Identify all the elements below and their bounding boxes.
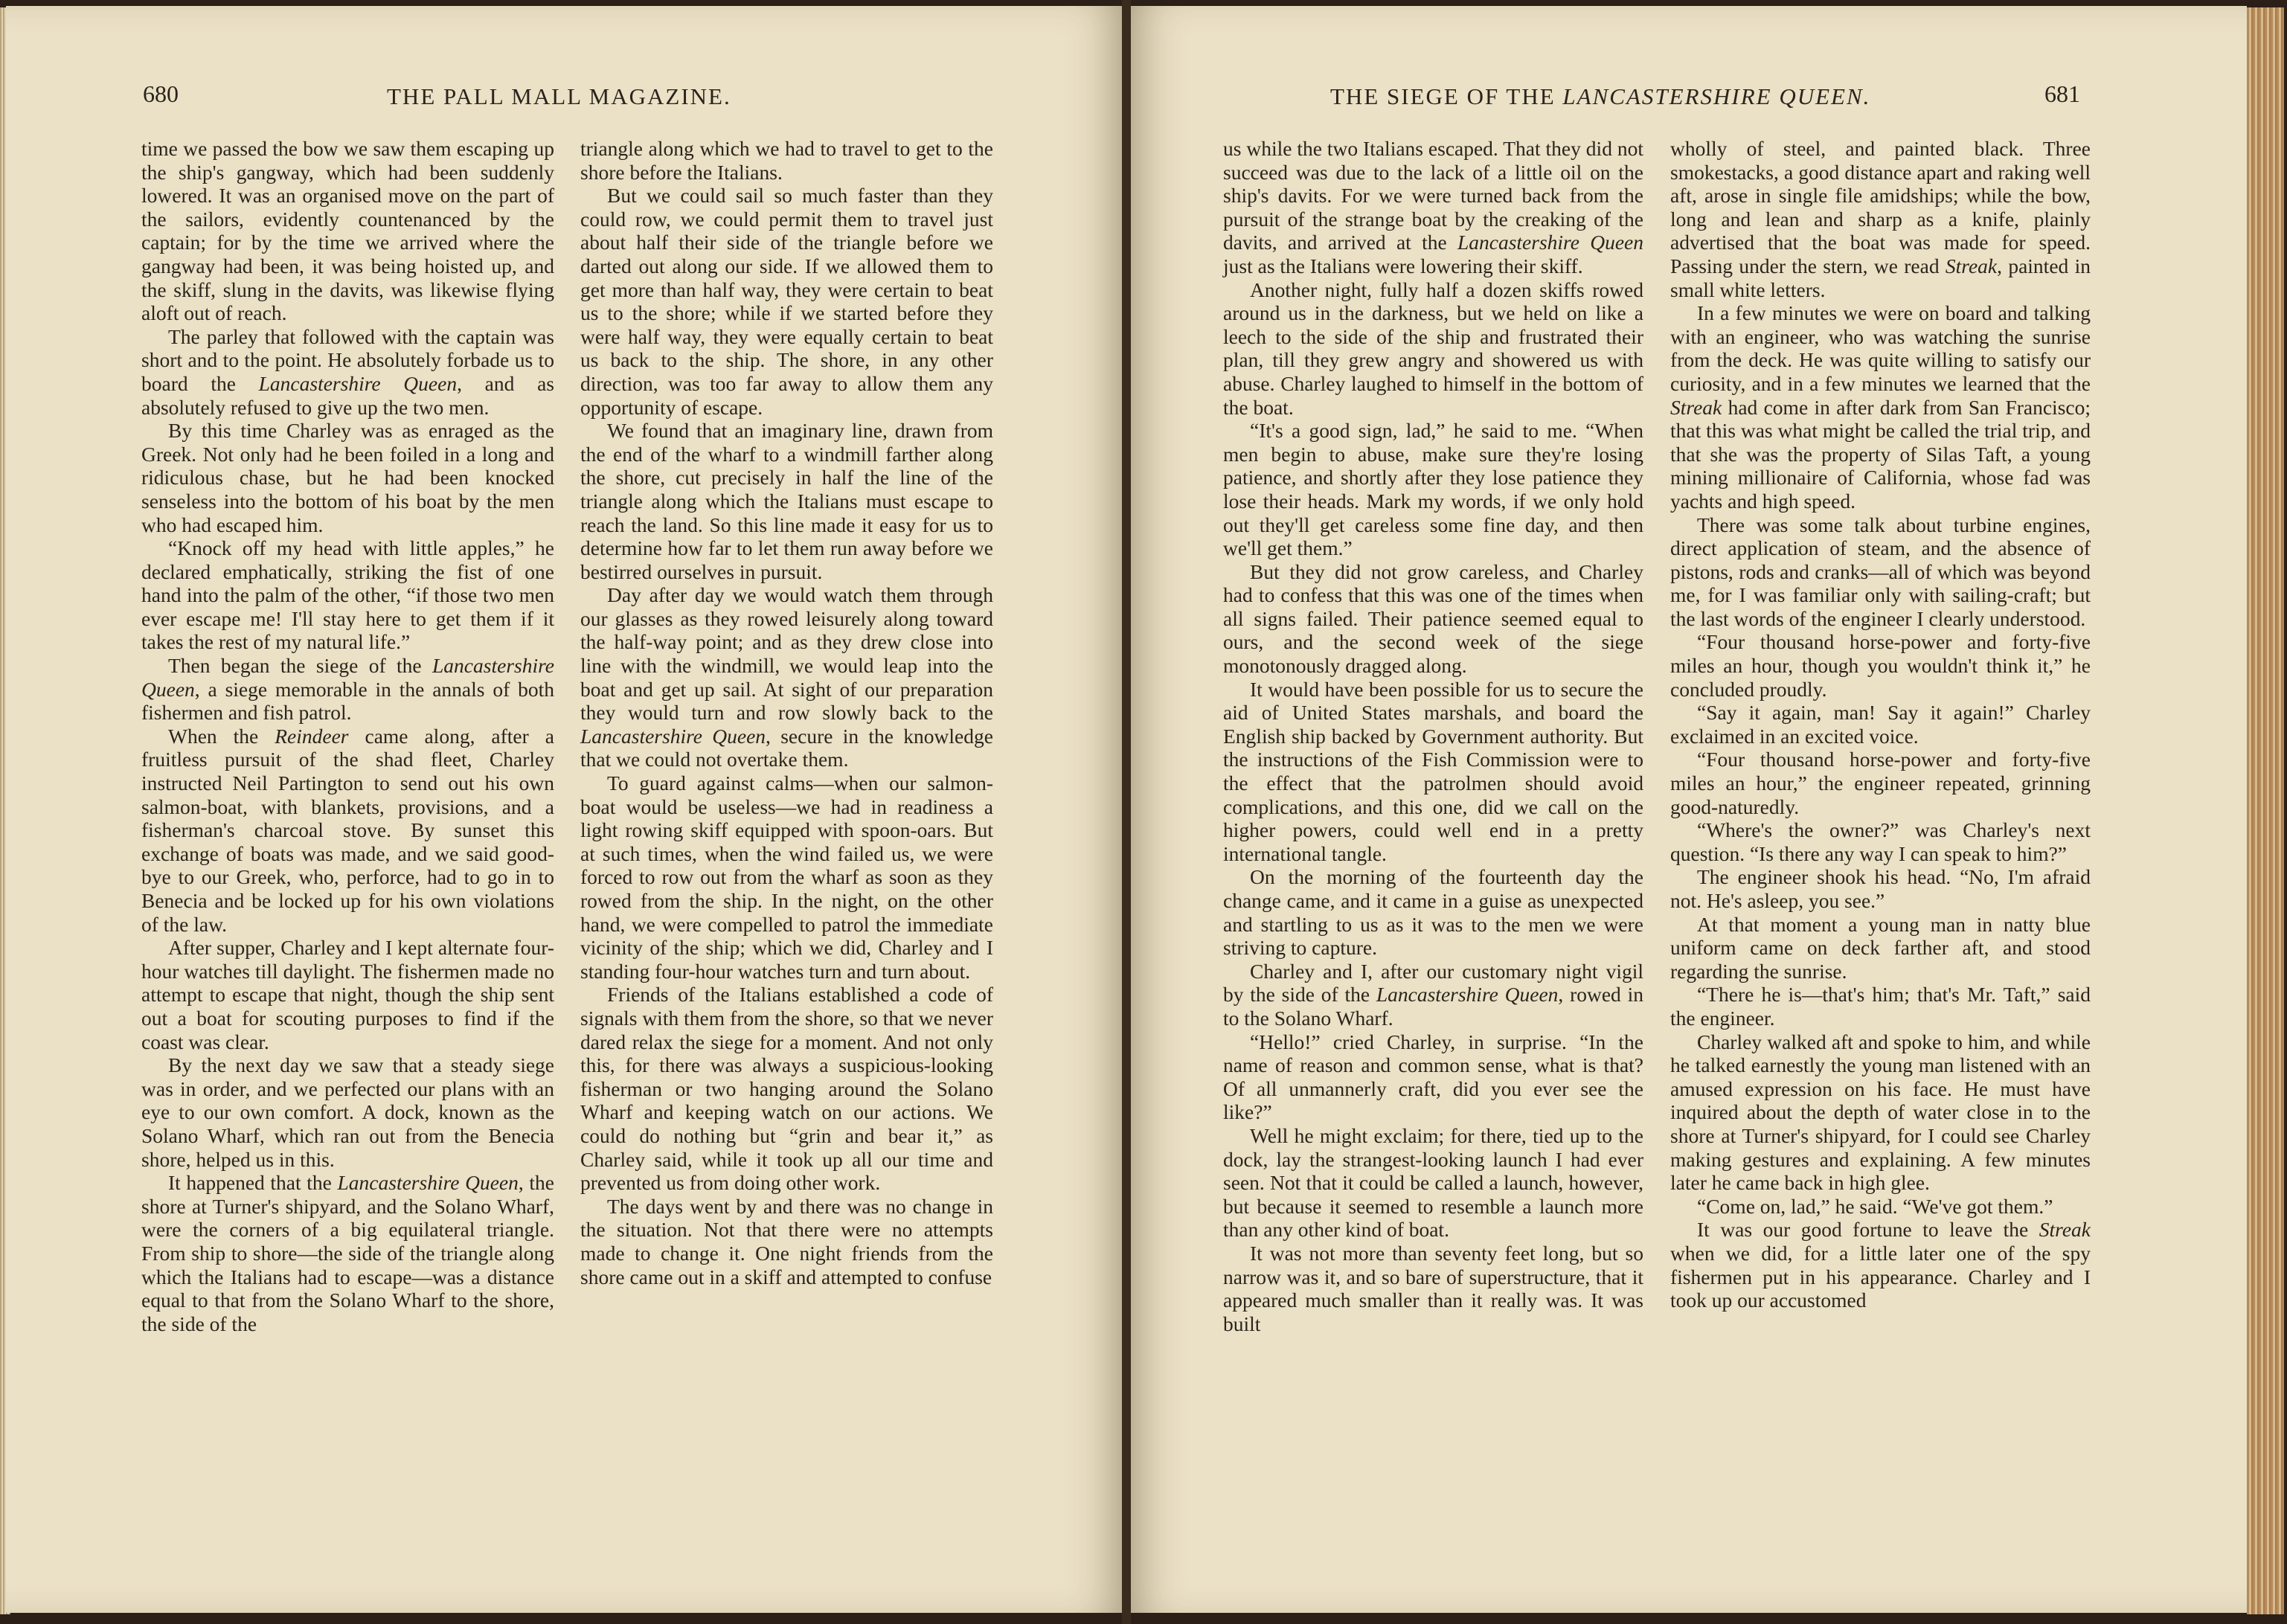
paragraph: Well he might exclaim; for there, tied up to the dock, lay the strangest-looking launch I had ever seen. Not that it could be called a launch, however, but because it seemed to resemble a launch more than any other kind of boat. — [1223, 1123, 1643, 1242]
left-column-1 — [141, 137, 554, 1335]
paragraph: In a few minutes we were on board and talking with an engineer, who was watching the sunrise from the deck. He was quite willing to satisfy our curiosity, and in a few minutes we learned that the Streak had come in after dark from San Francisco; that this was what might be called the trial trip, and that she was the property of Silas Taft, a young mining millionaire of California, whose fad was yachts and high speed. — [1670, 301, 2091, 513]
paragraph: It was not more than seventy feet long, but so narrow was it, and so bare of superstructure, that it appeared much smaller than it really was. It was built — [1223, 1241, 1643, 1335]
right-page — [1131, 6, 2247, 1613]
paragraph: Friends of the Italians established a code of signals with them from the shore, so that we never dared relax the siege for a moment. And not only this, for there was always a suspicious-looking fisherman or two hanging around the Solano Wharf and keeping watch on our actions. We could do nothing but “grin and bear it,” as Charley said, while it took up all our time and prevented us from doing other work. — [580, 983, 993, 1195]
paragraph: On the morning of the fourteenth day the change came, and it came in a guise as unexpected and startling to us as it was to the men we were striving to capture. — [1223, 865, 1643, 960]
paragraph: The engineer shook his head. “No, I'm afraid not. He's asleep, you see.” — [1670, 865, 2091, 912]
running-head-right-b: LANCASTERSHIRE QUEEN. — [1562, 83, 1871, 109]
paragraph: We found that an imaginary line, drawn from the end of the wharf to a windmill farther along the shore, cut precisely in half the line of the triangle along which the Italians must escape to reach the land. So this line made it easy for us to determine how far to let them run away before we bestirred ourselves in pursuit. — [580, 419, 993, 583]
right-column-1 — [1223, 137, 1643, 1335]
paragraph: “Knock off my head with little apples,” he declared emphatically, striking the fist of one hand into the palm of the other, “if those two men ever escape me! I'll stay here to get them if it takes the rest of my natural life.” — [141, 536, 554, 654]
paragraph: At that moment a young man in natty blue uniform came on deck farther aft, and stood regarding the sunrise. — [1670, 912, 2091, 983]
paragraph: “Say it again, man! Say it again!” Charley exclaimed in an excited voice. — [1670, 701, 2091, 748]
page-edge-right — [2247, 7, 2284, 1614]
right-column-2 — [1670, 137, 2091, 1312]
paragraph: “It's a good sign, lad,” he said to me. “When men begin to abuse, make sure they're losing patience, and shortly after they lose patience they lose their heads. Mark my words, if we only hold out they'll get careless some fine day, and then we'll get them.” — [1223, 419, 1643, 560]
paragraph: wholly of steel, and painted black. Three smokestacks, a good distance apart and raking well aft, arose in single file amidships; while the bow, long and lean and sharp as a knife, plainly advertised that the boat was made for speed. Passing under the stern, we read Streak, painted in small white letters. — [1670, 137, 2091, 301]
running-head-left: THE PALL MALL MAGAZINE. — [387, 83, 731, 109]
left-page — [6, 6, 1122, 1613]
paragraph: Day after day we would watch them through our glasses as they rowed leisurely along toward the half-way point; and as they drew close into line with the windmill, we would leap into the boat and get up sail. At sight of our preparation they would turn and row slowly back to the Lancastershire Queen, secure in the knowledge that we could not overtake them. — [580, 583, 993, 771]
paragraph: When the Reindeer came along, after a fruitless pursuit of the shad fleet, Charley instructed Neil Partington to send out his own salmon-boat, with blankets, provisions, and a fisherman's charcoal stove. By sunset this exchange of boats was made, and we said good-bye to our Greek, who, perforce, had to go in to Benecia and be locked up for his own violations of the law. — [141, 724, 554, 936]
paragraph: “Four thousand horse-power and forty-five miles an hour, though you wouldn't think it,” he concluded proudly. — [1670, 630, 2091, 701]
paragraph: triangle along which we had to travel to get to the shore before the Italians. — [580, 137, 993, 184]
paragraph: time we passed the bow we saw them escaping up the ship's gangway, which had been suddenly lowered. It was an organised move on the part of the sailors, evidently countenanced by the captain; for by the time we arrived where the gangway had been, it was being hoisted up, and the skiff, slung in the davits, was likewise flying aloft out of reach. — [141, 137, 554, 325]
paragraph: “Hello!” cried Charley, in surprise. “In the name of reason and common sense, what is that? Of all unmannerly craft, did you ever see the like?” — [1223, 1030, 1643, 1124]
paragraph: But we could sail so much faster than they could row, we could permit them to travel just about half their side of the triangle before we darted out along our side. If we allowed them to get more than half way, they were certain to beat us to the shore; while if we started before they were half way, they were equally certain to beat us back to the ship. The shore, in any other direction, was too far away to allow them any opportunity of escape. — [580, 184, 993, 419]
book-gutter — [1122, 0, 1131, 1624]
paragraph: Another night, fully half a dozen skiffs rowed around us in the darkness, but we held on like a leech to the side of the ship and frustrated their plan, till they grew angry and showered us with abuse. Charley laughed to himself in the bottom of the boat. — [1223, 277, 1643, 419]
paragraph: Then began the siege of the Lancastershire Queen, a siege memorable in the annals of both fishermen and fish patrol. — [141, 654, 554, 725]
paragraph: Charley and I, after our customary night vigil by the side of the Lancastershire Queen, rowed in to the Solano Wharf. — [1223, 959, 1643, 1030]
paragraph: “There he is—that's him; that's Mr. Taft,” said the engineer. — [1670, 983, 2091, 1030]
paragraph: “Come on, lad,” he said. “We've got them.” — [1697, 1194, 2053, 1218]
paragraph: It happened that the Lancastershire Queen, the shore at Turner's shipyard, and the Solano Wharf, were the corners of a big equilateral triangle. From ship to shore—the side of the triangle along which the Italians had to escape—was a distance equal to that from the Solano Wharf to the shore, the side of the — [141, 1171, 554, 1335]
running-head-right-a: THE SIEGE OF THE — [1330, 83, 1563, 109]
paragraph: To guard against calms—when our salmon-boat would be useless—we had in readiness a light rowing skiff equipped with spoon-oars. But at such times, when the wind failed us, we were forced to row out from the wharf as soon as they rowed from the ship. In the night, on the other hand, we were compelled to patrol the immediate vicinity of the ship; which we did, Charley and I standing four-hour watches turn and turn about. — [580, 771, 993, 983]
paragraph: There was some talk about turbine engines, direct application of steam, and the absence of pistons, rods and cranks—all of which was beyond me, for I was familiar only with sailing-craft; but the last words of the engineer I clearly understood. — [1670, 513, 2091, 630]
paragraph: By the next day we saw that a steady siege was in order, and we perfected our plans with an eye to our own comfort. A dock, known as the Solano Wharf, which ran out from the Benecia shore, helped us in this. — [141, 1053, 554, 1171]
paragraph: “Four thousand horse-power and forty-five miles an hour,” the engineer repeated, grinning good-naturedly. — [1670, 748, 2091, 818]
paragraph: us while the two Italians escaped. That they did not succeed was due to the lack of a little oil on the ship's davits. For we were turned back from the pursuit of the strange boat by the creaking of the davits, and arrived at the Lancastershire Queen just as the Italians were lowering their skiff. — [1223, 137, 1643, 277]
paragraph: By this time Charley was as enraged as the Greek. Not only had he been foiled in a long and ridiculous chase, but he had been knocked senseless into the bottom of his boat by the men who had escaped him. — [141, 419, 554, 536]
paragraph: But they did not grow careless, and Charley had to confess that this was one of the times when all signs failed. Their patience seemed equal to ours, and the second week of the siege monotonously dragged along. — [1223, 559, 1643, 678]
paragraph: “Where's the owner?” was Charley's next question. “Is there any way I can speak to him?” — [1670, 818, 2091, 865]
paragraph: The days went by and there was no change in the situation. Not that there were no attempts made to change it. One night friends from the shore came out in a skiff and attempted to confuse — [580, 1194, 993, 1288]
paragraph: Charley walked aft and spoke to him, and while he talked earnestly the young man listened with an amused expression on his face. He must have inquired about the depth of water close in to the shore at Turner's shipyard, for I could see Charley making gestures and explaining. A few minutes later he came back in high glee. — [1670, 1030, 2091, 1195]
page-number-left: 680 — [143, 80, 179, 107]
paragraph: The parley that followed with the captain was short and to the point. He absolutely forbade us to board the Lancastershire Queen, and as absolutely refused to give up the two men. — [141, 324, 554, 419]
left-column-2 — [580, 137, 993, 1288]
paragraph: It would have been possible for us to secure the aid of United States marshals, and board the English ship backed by Government authority. But the instructions of the Fish Commission were to the effect that the patrolmen should avoid complications, and this one, did we call on the higher powers, could well end in a pretty international tangle. — [1223, 677, 1643, 865]
paragraph: After supper, Charley and I kept alternate four-hour watches till daylight. The fishermen made no attempt to escape that night, though the ship sent out a boat for scouting purposes to find if the coast was clear. — [141, 936, 554, 1053]
page-number-right: 681 — [2044, 80, 2080, 107]
running-head-right — [1330, 83, 1870, 110]
paragraph: It was our good fortune to leave the Streak when we did, for a little later one of the spy fishermen put in his appearance. Charley and I took up our accustomed — [1670, 1218, 2091, 1312]
